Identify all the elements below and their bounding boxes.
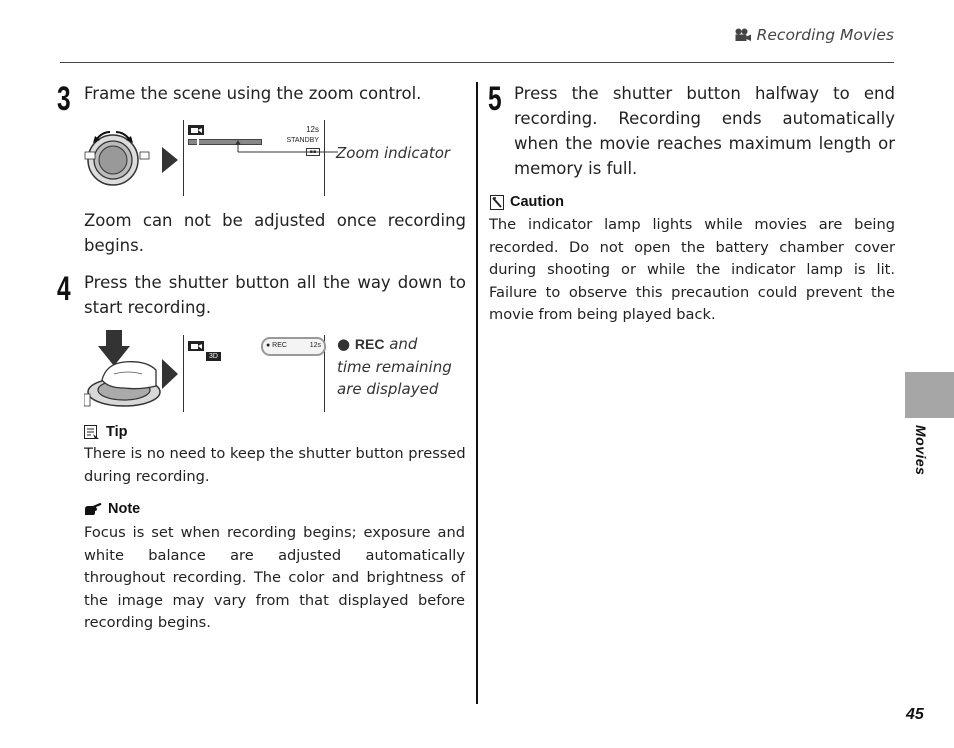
lcd-time-remaining: 12s (309, 342, 321, 349)
column-divider (476, 82, 478, 704)
3d-badge: 3D (206, 352, 221, 361)
tip-icon (84, 425, 100, 440)
rec-indicator-highlight (261, 337, 326, 356)
step-3-text: Frame the scene using the zoom control. (84, 84, 422, 103)
zoom-control-illustration (84, 126, 180, 190)
tip-title: Tip (106, 424, 128, 440)
lcd-format-icon: ▪▪ (306, 148, 320, 156)
caution-title: Caution (510, 194, 564, 210)
shutter-press-illustration (84, 330, 180, 412)
chapter-label (915, 425, 929, 495)
note-title: Note (108, 501, 141, 517)
chapter-tab (905, 372, 954, 418)
lcd-recording-screen (183, 335, 325, 412)
caution-heading (490, 194, 564, 210)
movie-camera-icon (734, 28, 752, 42)
rec-caption-text: and time remaining are displayed (337, 335, 452, 398)
step-5-text: Press the shutter button halfway to end recording. Recording ends automatically when the movie reaches maximum length or memory is full. (514, 84, 895, 178)
page-number: 45 (906, 706, 924, 723)
note-text: Focus is set when recording begins; exposure and white balance are adjusted automatically throughout recording. The color and brightness of the image may vary from that displayed before recording begins. (84, 524, 465, 631)
tip-heading (84, 424, 127, 440)
rec-caption (337, 333, 452, 401)
zoom-indicator-leader (230, 138, 340, 158)
zoom-indicator-caption: Zoom indicator (336, 144, 451, 162)
hand-pointer-icon (84, 502, 102, 516)
chapter-label-text: Movies (913, 425, 929, 476)
movie-mode-icon (188, 341, 204, 351)
rec-indicator: ● REC (266, 342, 287, 349)
step-3-after-text: Zoom can not be adjusted once recording begins. (84, 211, 466, 255)
step-3-number: 3 (57, 80, 71, 118)
step-4-number: 4 (57, 270, 71, 308)
header-rule (60, 62, 894, 63)
lcd-standby-label: STANDBY (286, 137, 319, 144)
rec-caption-bold: REC (354, 336, 385, 352)
section-title: Recording Movies (756, 26, 894, 44)
rec-bullet: ● (337, 335, 351, 353)
movie-mode-icon (188, 125, 204, 135)
step-4-text: Press the shutter button all the way down to start recording. (84, 273, 466, 317)
note-heading (84, 501, 140, 517)
lcd-time-remaining: 12s (306, 125, 319, 134)
tip-text: There is no need to keep the shutter button pressed during recording. (84, 445, 466, 485)
caution-text: The indicator lamp lights while movies are being recorded. Do not open the battery chamber cover during shooting or while the indicator lamp is lit. Failure to observe this precaution could prevent the movie from being played back. (489, 216, 895, 323)
step-5-number: 5 (488, 80, 502, 118)
caution-icon (490, 195, 504, 210)
running-header (734, 26, 894, 44)
lcd-standby-screen (183, 120, 325, 196)
